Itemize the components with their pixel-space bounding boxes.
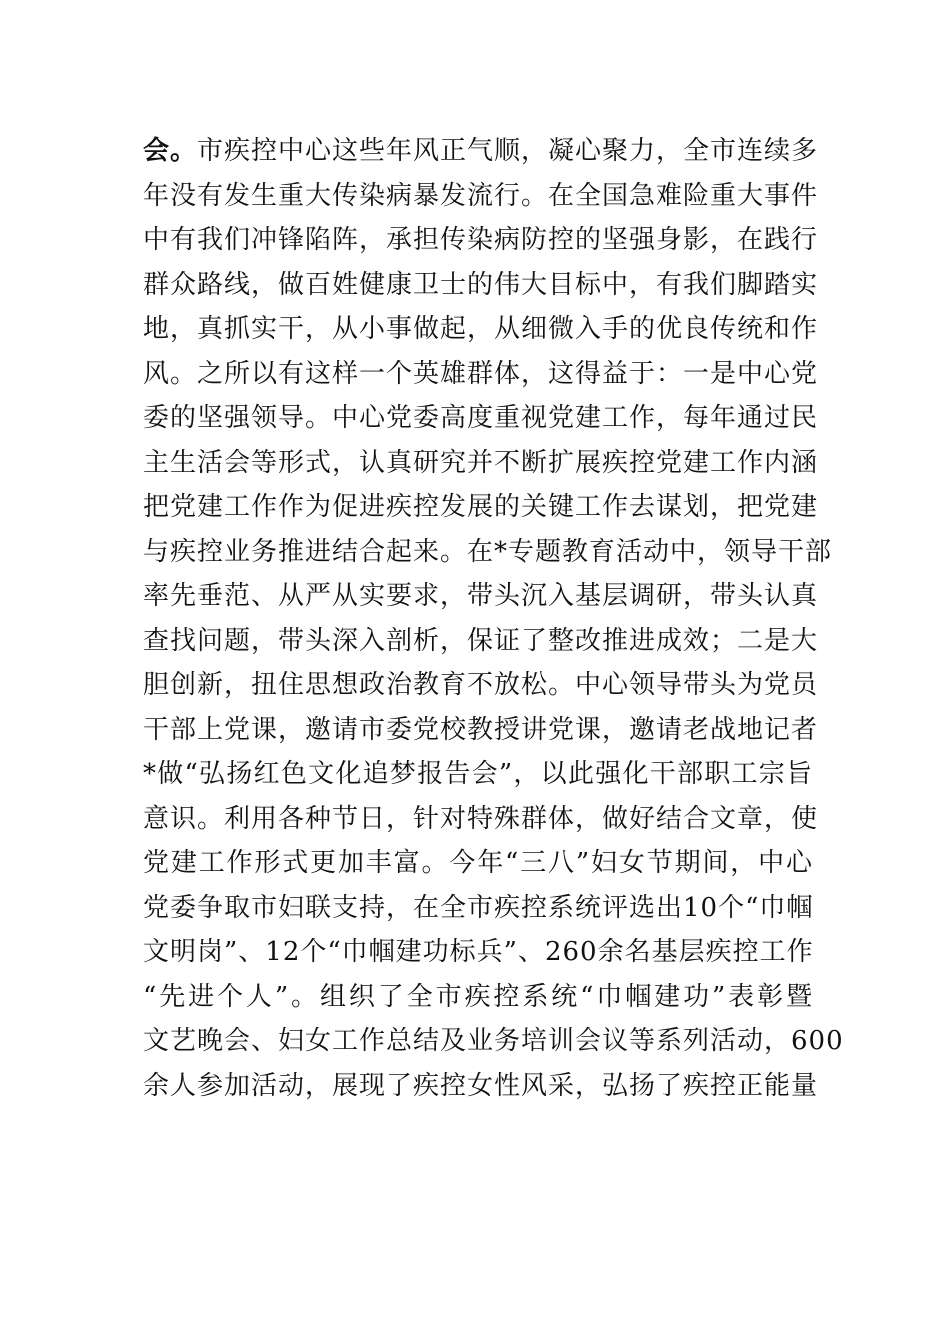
text-line: 与疾控业务推进结合起来。在*专题教育活动中，领导干部 — [143, 536, 833, 567]
text-line: 率先垂范、从严从实要求，带头沉入基层调研，带头认真 — [143, 581, 819, 611]
text-line: 党建工作形式更加丰富。今年“三八”妇女节期间，中心 — [143, 848, 813, 878]
text-line: 余人参加活动，展现了疾控女性风采，弘扬了疾控正能量 — [143, 1070, 819, 1101]
first-line-text: 市疾控中心这些年风正气顺，凝心聚力，全市连续多 — [197, 136, 819, 166]
text-line: 胆创新，扭住思想政治教育不放松。中心领导带头为党员 — [143, 670, 819, 700]
text-line: 干部上党课，邀请市委党校教授讲党课，邀请老战地记者 — [143, 714, 819, 745]
text-line: 查找问题，带头深入剖析，保证了整改推进成效；二是大 — [143, 625, 819, 656]
text-line: 文明岗”、12个“巾帼建功标兵”、260余名基层疾控工作 — [143, 937, 814, 967]
bold-lead-text: 会。 — [143, 136, 198, 166]
text-line: 文艺晚会、妇女工作总结及业务培训会议等系列活动，600 — [143, 1026, 844, 1056]
text-line: 意识。利用各种节日，针对特殊群体，做好结合文章，使 — [143, 803, 819, 834]
text-line: 年没有发生重大传染病暴发流行。在全国急难险重大事件 — [143, 180, 819, 211]
text-line: 把党建工作作为促进疾控发展的关键工作去谋划，把党建 — [143, 492, 819, 522]
text-line: 委的坚强领导。中心党委高度重视党建工作，每年通过民 — [143, 403, 819, 433]
text-line: *做“弘扬红色文化追梦报告会”，以此强化干部职工宗旨 — [143, 759, 813, 789]
text-line — [143, 129, 819, 174]
body-text — [143, 129, 844, 1108]
text-line: 中有我们冲锋陷阵，承担传染病防控的坚强身影，在践行 — [143, 225, 819, 255]
text-line: “先进个人”。组织了全市疾控系统“巾帼建功”表彰暨 — [143, 981, 813, 1012]
text-line: 地，真抓实干，从小事做起，从细微入手的优良传统和作 — [143, 314, 819, 344]
text-line: 党委争取市妇联支持，在全市疾控系统评选出10个“巾帼 — [143, 892, 814, 923]
text-line: 群众路线，做百姓健康卫士的伟大目标中，有我们脚踏实 — [143, 269, 819, 300]
text-line: 风。之所以有这样一个英雄群体，这得益于：一是中心党 — [143, 358, 819, 389]
text-line: 主生活会等形式，认真研究并不断扩展疾控党建工作内涵 — [143, 447, 819, 478]
